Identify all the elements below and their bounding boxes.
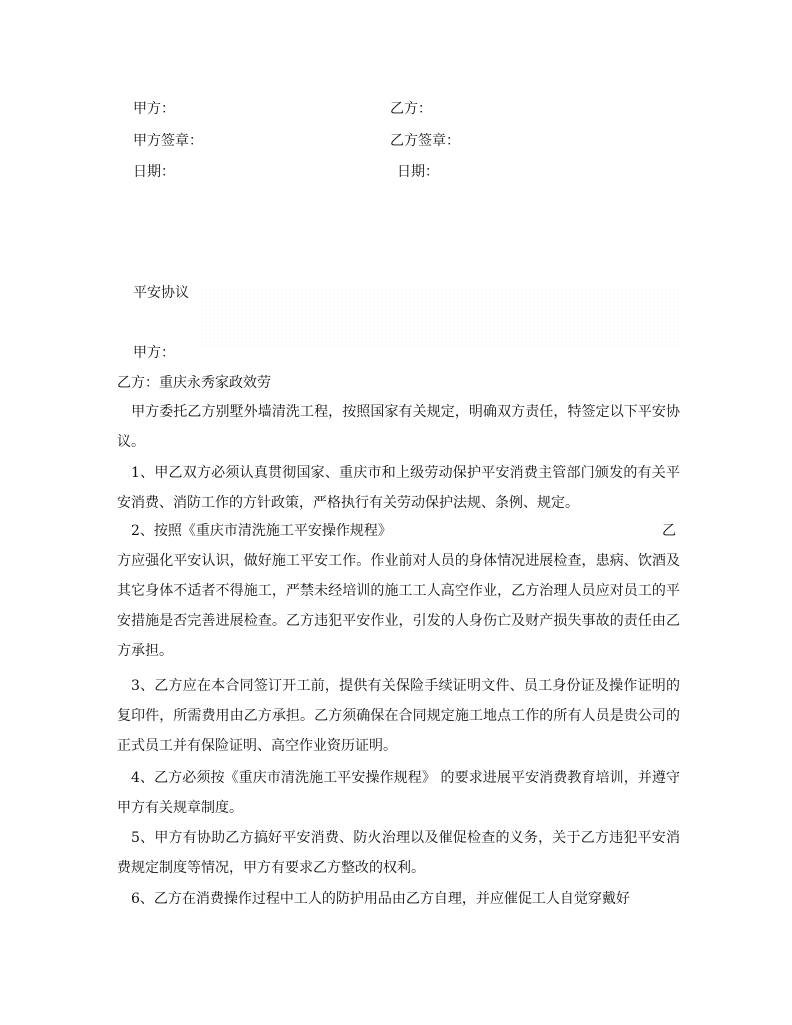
signature-party-a-seal: 甲方签章： — [133, 133, 203, 149]
signature-party-a: 甲方： — [133, 101, 175, 117]
clause-6: 6、乙方在消费操作过程中工人的防护用品由乙方自理，并应催促工人自觉穿戴好 — [131, 891, 630, 907]
clause-4: 4、乙方必须按《重庆市清洗施工平安操作规程》 的要求进展平安消费教育培训，并遵守甲方有关规章制度。 — [117, 770, 680, 816]
agreement-party-b: 乙方：重庆永秀家政效劳 — [117, 375, 271, 391]
agreement-party-a: 甲方： — [133, 345, 175, 361]
clause-1: 1、甲乙双方必须认真贯彻国家、重庆市和上级劳动保护平安消费主管部门颁发的有关平安消费、消防工作的方针政策，严格执行有关劳动保护法规、条例、规定。 — [117, 465, 680, 511]
signature-date-a: 日期： — [133, 164, 175, 180]
agreement-title: 平安协议 — [133, 285, 189, 301]
agreement-intro: 甲方委托乙方别墅外墙清洗工程，按照国家有关规定，明确双方责任，特签定以下平安协议。 — [117, 404, 680, 450]
clause-3: 3、乙方应在本合同签订开工前，提供有关保险手续证明文件、员工身份证及操作证明的复印件，所需费用由乙方承担。乙方须确保在合同规定施工地点工作的所有人员是贵公司的正式员工并有保险证明、高空作业资历证明。 — [117, 678, 680, 754]
signature-date-b: 日期： — [397, 164, 439, 180]
signature-party-b: 乙方： — [390, 101, 432, 117]
scan-texture — [200, 288, 680, 348]
clause-2-tail: 乙 — [662, 523, 676, 539]
clause-2-head: 2、按照《重庆市清洗施工平安操作规程》 — [131, 523, 392, 539]
signature-party-b-seal: 乙方签章： — [390, 133, 460, 149]
clause-2-body: 方应强化平安认识，做好施工平安工作。作业前对人员的身体情况进展检查，患病、饮酒及其它身体不适者不得施工，严禁未经培训的施工工人高空作业，乙方治理人员应对员工的平安措施是否完善进展检查。乙方违犯平安作业，引发的人身伤亡及财产损失事故的责任由乙方承担。 — [117, 553, 680, 659]
clause-5: 5、甲方有协助乙方搞好平安消费、防火治理以及催促检查的义务，关于乙方违犯平安消费规定制度等情况，甲方有要求乙方整改的权利。 — [117, 830, 680, 876]
